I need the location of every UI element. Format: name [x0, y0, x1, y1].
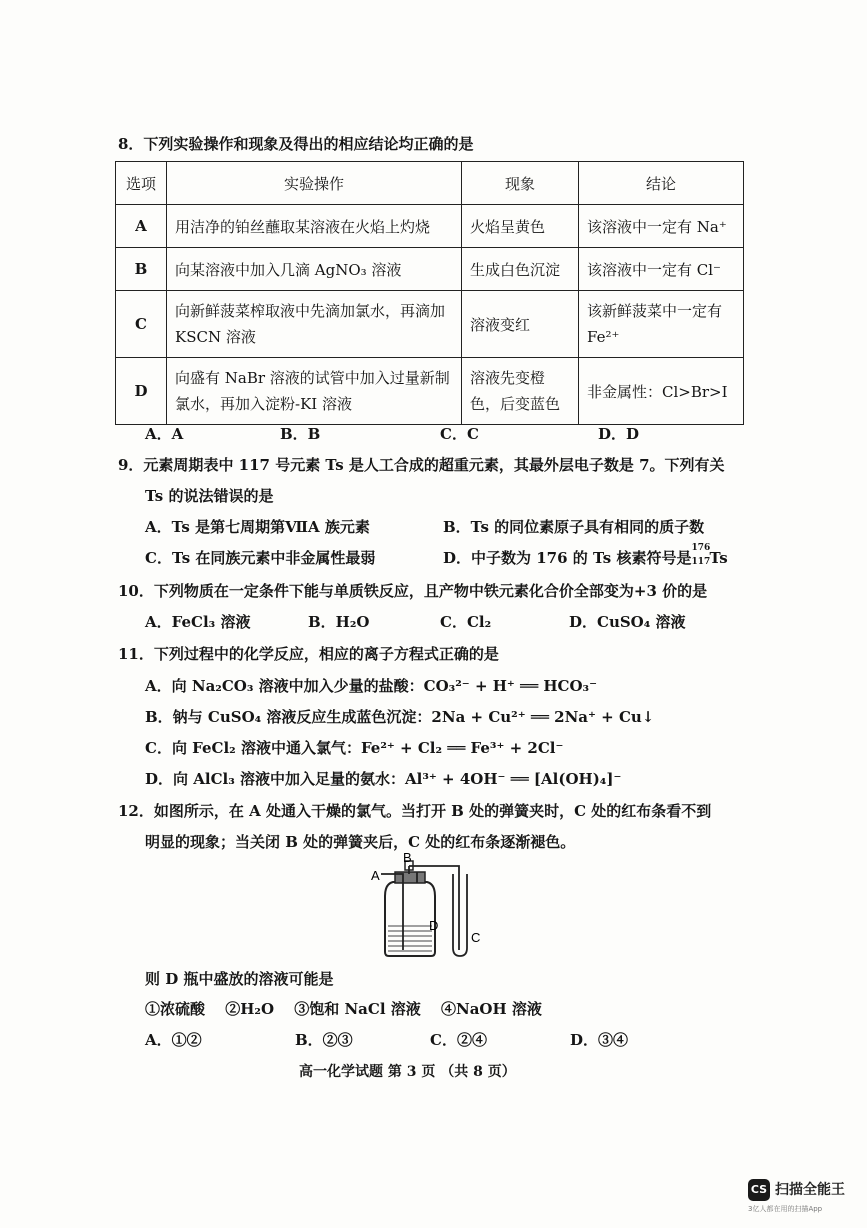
q12-question: 则 D 瓶中盛放的溶液可能是 — [145, 970, 334, 988]
table-cell: 火焰呈黄色 — [462, 205, 579, 248]
q8-choice-a: A．A — [145, 425, 184, 443]
q12-stem-cont: 明显的现象；当关闭 B 处的弹簧夹后，C 处的红布条逐渐褪色。 — [145, 833, 576, 851]
q11-choice-a: A．向 Na₂CO₃ 溶液中加入少量的盐酸：CO₃²⁻ + H⁺ ══ HCO₃⁻ — [145, 677, 597, 695]
scanner-logo-icon: CS — [748, 1179, 770, 1201]
q11-choice-d: D．向 AlCl₃ 溶液中加入足量的氨水：Al³⁺ + 4OH⁻ ══ [Al(OH)₄]⁻ — [145, 770, 622, 788]
diagram-label-b: B — [403, 852, 412, 865]
diagram-label-a: A — [371, 868, 380, 883]
table-cell: D — [116, 358, 167, 425]
diagram-label-d: D — [429, 918, 439, 933]
table-cell: 该溶液中一定有 Na⁺ — [579, 205, 744, 248]
q8-choice-c: C．C — [440, 425, 479, 443]
q9-choice-b: B．Ts 的同位素原子具有相同的质子数 — [443, 518, 705, 536]
table-header: 实验操作 — [167, 162, 462, 205]
nuclide-mass-number: 176 — [691, 542, 711, 553]
q12-choice-d: D．③④ — [570, 1031, 629, 1049]
table-cell: 非金属性：Cl>Br>I — [579, 358, 744, 425]
table-row — [116, 248, 744, 291]
table-cell: 向新鲜菠菜榨取液中先滴加氯水，再滴加 KSCN 溶液 — [167, 291, 462, 358]
table-header: 结论 — [579, 162, 744, 205]
q9-stem-cont: Ts 的说法错误的是 — [145, 487, 274, 505]
table-header: 选项 — [116, 162, 167, 205]
table-cell: A — [116, 205, 167, 248]
table-cell: 溶液变红 — [462, 291, 579, 358]
q12-choice-b: B．②③ — [295, 1031, 353, 1049]
table-header: 现象 — [462, 162, 579, 205]
table-cell: 向盛有 NaBr 溶液的试管中加入过量新制氯水，再加入淀粉-KI 溶液 — [167, 358, 462, 425]
q10-choice-b: B．H₂O — [308, 613, 370, 631]
table-cell: C — [116, 291, 167, 358]
q9-choice-c: C．Ts 在同族元素中非金属性最弱 — [145, 549, 376, 567]
scanner-app-name: 扫描全能王 — [775, 1182, 845, 1198]
table-cell: 向某溶液中加入几滴 AgNO₃ 溶液 — [167, 248, 462, 291]
q12-stem: 12．如图所示，在 A 处通入干燥的氯气。当打开 B 处的弹簧夹时，C 处的红布条看不到 — [118, 802, 712, 820]
table-cell: 溶液先变橙色，后变蓝色 — [462, 358, 579, 425]
q9-stem: 9．元素周期表中 117 号元素 Ts 是人工合成的超重元素，其最外层电子数是 7。下列有关 — [118, 456, 725, 474]
q8-choice-b: B．B — [280, 425, 321, 443]
table-cell: B — [116, 248, 167, 291]
nuclide-symbol: Ts — [709, 549, 728, 567]
q9-choice-d — [443, 542, 728, 568]
q11-choice-c: C．向 FeCl₂ 溶液中通入氯气：Fe²⁺ + Cl₂ ══ Fe³⁺ + 2Cl⁻ — [145, 739, 564, 757]
table-cell: 该新鲜菠菜中一定有 Fe²⁺ — [579, 291, 744, 358]
q9-choice-d-text: D．中子数为 176 的 Ts 核素符号是 — [443, 549, 692, 567]
nuclide-atomic-number: 117 — [691, 556, 711, 567]
table-cell: 用洁净的铂丝蘸取某溶液在火焰上灼烧 — [167, 205, 462, 248]
table-row — [116, 358, 744, 425]
table-cell: 生成白色沉淀 — [462, 248, 579, 291]
q8-table — [115, 161, 744, 425]
q12-options: ①浓硫酸 ②H₂O ③饱和 NaCl 溶液 ④NaOH 溶液 — [145, 1000, 542, 1018]
q10-choice-d: D．CuSO₄ 溶液 — [569, 613, 686, 631]
page-footer: 高一化学试题 第 3 页 （共 8 页） — [299, 1064, 516, 1080]
table-row — [116, 291, 744, 358]
apparatus-diagram — [365, 852, 500, 962]
q12-choice-a: A．①② — [145, 1031, 202, 1049]
q11-stem: 11．下列过程中的化学反应，相应的离子方程式正确的是 — [118, 645, 499, 663]
q9-choice-a: A．Ts 是第七周期第ⅦA 族元素 — [145, 518, 370, 536]
q10-choice-c: C．Cl₂ — [440, 613, 492, 631]
scanner-watermark — [748, 1177, 858, 1217]
q10-stem: 10．下列物质在一定条件下能与单质铁反应，且产物中铁元素化合价全部变为+3 价的是 — [118, 582, 708, 600]
q8-choice-d: D．D — [598, 425, 640, 443]
q12-choice-c: C．②④ — [430, 1031, 487, 1049]
diagram-label-c: C — [471, 930, 481, 945]
q10-choice-a: A．FeCl₃ 溶液 — [145, 613, 251, 631]
q11-choice-b: B．钠与 CuSO₄ 溶液反应生成蓝色沉淀：2Na + Cu²⁺ ══ 2Na⁺ + Cu↓ — [145, 708, 655, 726]
table-cell: 该溶液中一定有 Cl⁻ — [579, 248, 744, 291]
table-row — [116, 205, 744, 248]
q8-stem: 8．下列实验操作和现象及得出的相应结论均正确的是 — [118, 135, 474, 153]
scanner-tagline: 3亿人都在用的扫描App — [748, 1205, 823, 1213]
